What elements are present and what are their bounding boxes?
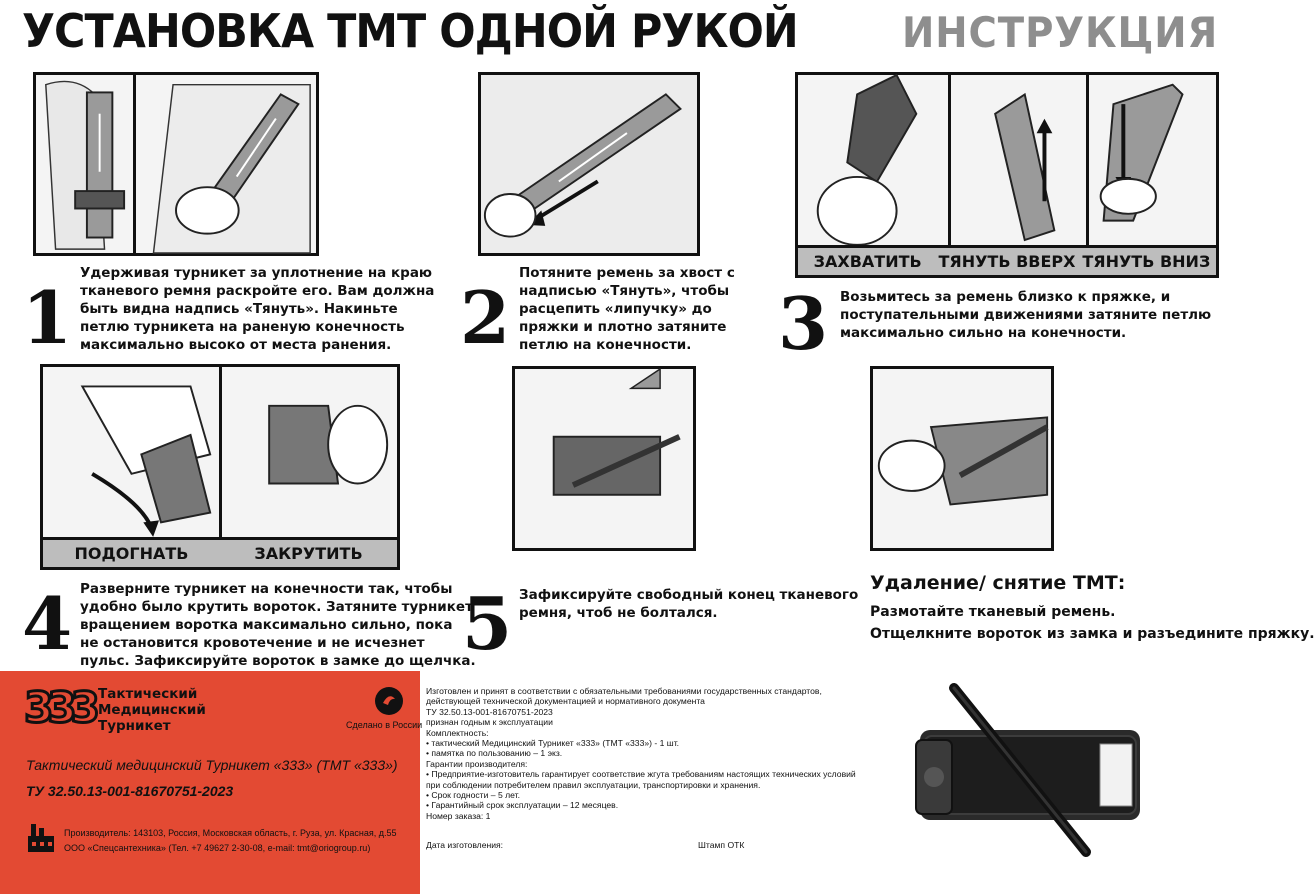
logo-mark-icon	[24, 683, 94, 732]
step1-text: Удерживая турникет за уплотнение на краю тканевого ремня раскройте его. Вам должна быть видна надпись «Тянуть». Накиньте петлю турникета на раненую конечность максимально высоко от места ранения.	[80, 265, 435, 353]
label-twist: ЗАКРУТИТЬ	[254, 544, 363, 563]
tourniquet-photo	[910, 680, 1166, 860]
step3-illustration	[795, 72, 1219, 278]
step4-label-bar	[43, 537, 397, 567]
removal-illustration	[870, 366, 1054, 551]
product-name: Тактический медицинский Турникет «333» (ТМТ «333»)	[26, 757, 398, 773]
step5-number: 5	[462, 581, 513, 666]
page-subtitle: ИНСТРУКЦИЯ	[902, 8, 1219, 57]
label-pull-down: ТЯНУТЬ ВНИЗ	[1082, 252, 1211, 271]
removal-line-1: Размотайте тканевый ремень.	[870, 604, 1116, 620]
removal-line-2: Отщелкните вороток из замка и разъедините пряжку.	[870, 626, 1315, 642]
step4-illustration	[40, 364, 400, 570]
label-pull-up: ТЯНУТЬ ВВЕРХ	[938, 252, 1076, 271]
qc-stamp-label: Штамп ОТК	[698, 840, 745, 850]
step4-text: Разверните турникет на конечности так, чтобы удобно было крутить вороток. Затяните турникет вращением воротка максимально сильно, пока не остановится кровотечение и не исчезнет пульс. Зафиксируйте вороток в замке до щелчка.	[80, 581, 476, 669]
made-in-russia: Сделано в России	[346, 720, 423, 730]
step3-number: 3	[778, 281, 829, 366]
step5-text: Зафиксируйте свободный конец тканевого ремня, чтоб не болтался.	[519, 587, 859, 621]
removal-title: Удаление/ снятие ТМТ:	[870, 572, 1126, 594]
step2-number: 2	[460, 275, 511, 360]
step2-illustration	[478, 72, 700, 256]
made-in-russia-icon	[374, 686, 404, 716]
step3-text: Возьмитесь за ремень близко к пряжке, и поступательными движениями затяните петлю максимально сильно на конечности.	[840, 289, 1212, 341]
page-title: УСТАНОВКА ТМТ ОДНОЙ РУКОЙ	[22, 4, 798, 58]
step1-number: 1	[22, 275, 73, 360]
tu-code: ТУ 32.50.13-001-81670751-2023	[26, 783, 234, 799]
step3-label-bar	[798, 245, 1216, 275]
factory-icon	[26, 822, 56, 854]
step5-illustration	[512, 366, 696, 551]
manufacture-date-label: Дата изготовления:	[426, 840, 504, 850]
logo-text: Тактический Медицинский Турникет	[98, 686, 206, 734]
label-adjust: ПОДОГНАТЬ	[74, 544, 189, 563]
step4-number: 4	[22, 581, 73, 666]
svg-text:333: 333	[24, 683, 94, 732]
spec-text: Изготовлен и принят в соответствии с обязательными требованиями государственных стандартов, действующей технической документацией и нормативного документа ТУ 32.50.13-001-81670751-2023 признан годным к эксплуатации Комплектность: • тактический Медицинский Турникет «333» (ТМТ «333») - 1 шт. • памятка по пользованию – 1 экз. Гарантии производителя: • Предприятие-изготовитель гарантирует соответствие жгута требованиям настоящих технических условий при соблюдении потребителем правил эксплуатации, транспортировки и хранения. • Срок годности – 5 лет. • Гарантийный срок эксплуатации – 12 месяцев. Номер заказа: 1	[426, 686, 856, 821]
step2-text: Потяните ремень за хвост с надписью «Тянуть», чтобы расцепить «липучку» до пряжки и плотно затяните петлю на конечности.	[519, 265, 735, 353]
label-grab: ЗАХВАТИТЬ	[813, 252, 922, 271]
step1-illustration	[33, 72, 319, 256]
manufacturer-info: Производитель: 143103, Россия, Московская область, г. Руза, ул. Красная, д.55 ООО «Спецсантехника» (Тел. +7 49627 2-30-08, e-mail: tmt@oriogroup.ru)	[64, 828, 397, 853]
